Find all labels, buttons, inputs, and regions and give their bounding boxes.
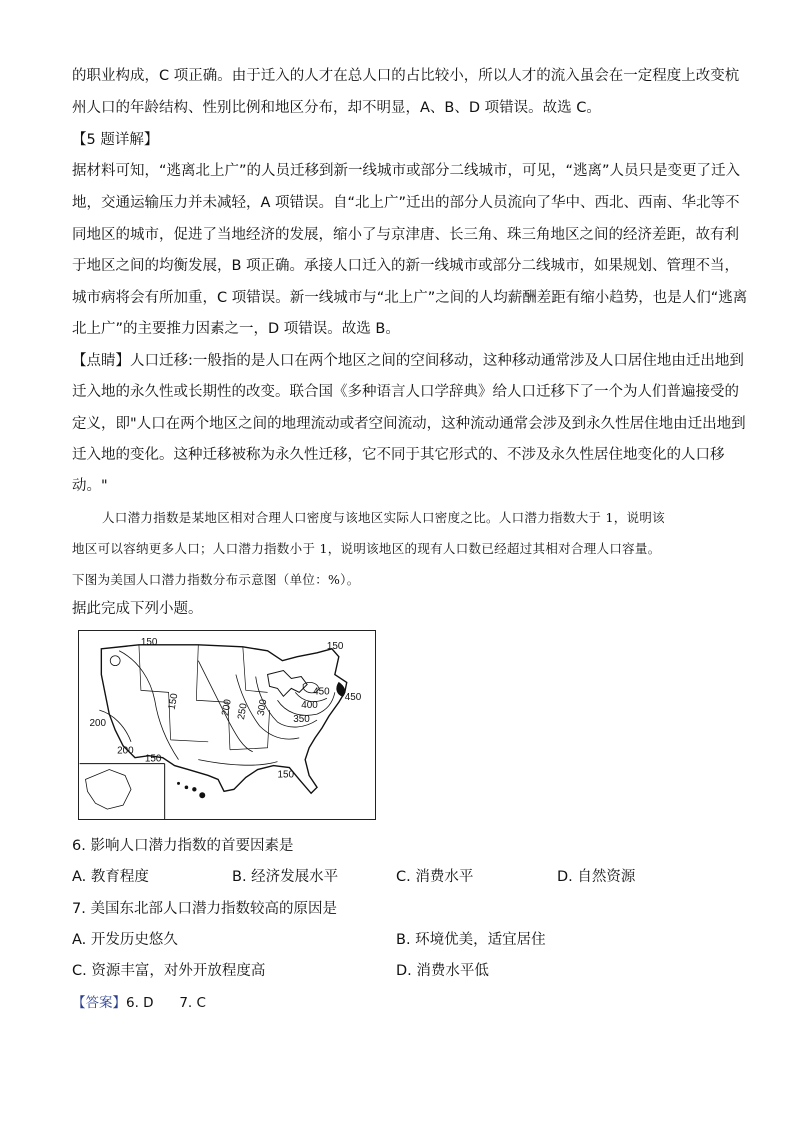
label-400: 400 [301, 700, 318, 712]
q6-option-a[interactable]: A. 教育程度 [72, 869, 149, 885]
high-center-west [110, 656, 120, 666]
contour-450-east [337, 682, 345, 696]
label-250: 250 [235, 702, 250, 721]
q6-option-b[interactable]: B. 经济发展水平 [232, 869, 339, 885]
q5-explanation-line-4: 于地区之间的均衡发展，B 项正确。承接人口迁入的新一线城市或部分二线城市，如果规划、管理不当， [72, 258, 740, 274]
question-6-stem: 6. 影响人口潜力指数的首要因素是 [72, 838, 294, 854]
label-200-west: 200 [89, 717, 106, 729]
question-7-stem: 7. 美国东北部人口潜力指数较高的原因是 [72, 901, 337, 917]
label-300: 300 [255, 698, 270, 717]
tip-line-2: 迁入地的永久性或长期性的改变。联合国《多种语言人口学辞典》给人口迁移下了一个为人们普遍接受的 [72, 384, 739, 400]
material-line-2: 地区可以容纳更多人口；人口潜力指数小于 1，说明该地区的现有人口数已经超过其相对合理人口容量。 [72, 541, 661, 556]
q5-explanation-line-6: 北上广”的主要推力因素之一，D 项错误。故选 B。 [72, 321, 400, 337]
label-200: 200 [220, 698, 234, 717]
label-450-core: 450 [313, 686, 330, 698]
usa-population-potential-map [78, 630, 376, 820]
label-200-sw: 200 [117, 745, 134, 757]
material-line-3: 下图为美国人口潜力指数分布示意图（单位：%）。 [72, 572, 360, 587]
label-150-ne: 150 [326, 640, 344, 652]
q6-option-c[interactable]: C. 消费水平 [396, 869, 474, 885]
answer-text: 6. D 7. C [126, 995, 206, 1011]
usa-outline [101, 645, 346, 793]
q4-explanation-line-2: 州人口的年龄结构、性别比例和地区分布，却不明显，A、B、D 项错误。故选 C。 [72, 100, 601, 116]
tip-line-5: 动。" [72, 478, 108, 494]
hawaii-islands [177, 782, 205, 798]
label-150-south: 150 [277, 769, 294, 781]
q5-detail-header: 【5 题详解】 [72, 132, 159, 148]
q5-explanation-line-1: 据材料可知，“逃离北上广”的人员迁移到新一线城市或部分二线城市，可见，“逃离”人员只是变更了迁入 [72, 163, 741, 179]
q5-explanation-line-3: 同地区的城市，促进了当地经济的发展，缩小了与京津唐、长三角、珠三角地区之间的经济差距，故有利 [72, 227, 739, 243]
label-150-sw: 150 [144, 753, 162, 765]
q6-option-d[interactable]: D. 自然资源 [557, 869, 636, 885]
label-150-nw: 150 [140, 636, 158, 648]
q7-option-c[interactable]: C. 资源丰富，对外开放程度高 [72, 963, 266, 979]
tip-line-3: 定义，即"人口在两个地区之间的地理流动或者空间流动，这种流动通常会涉及到永久性居住地由迁出地到 [72, 416, 746, 432]
q7-option-a[interactable]: A. 开发历史悠久 [72, 932, 178, 948]
q4-explanation-line-1: 的职业构成，C 项正确。由于迁入的人才在总人口的占比较小，所以人才的流入虽会在一定程度上改变杭 [72, 68, 740, 84]
label-450-east: 450 [344, 692, 362, 704]
state-lines [139, 645, 270, 750]
tip-line-4: 迁入地的变化。这种迁移被称为永久性迁移，它不同于其它形式的、不涉及永久性居住地变化的人口移 [72, 447, 725, 463]
alaska-inset [86, 770, 132, 810]
contour-150-south [198, 760, 277, 766]
q5-explanation-line-5: 城市病将会有所加重，C 项错误。新一线城市与“北上广”之间的人均薪酬差距有缩小趋势，也是人们“逃离 [72, 290, 748, 306]
map-svg [79, 631, 375, 819]
answer-line [72, 993, 732, 1013]
instruction: 据此完成下列小题。 [72, 601, 203, 617]
answer-tag: 【答案】 [72, 995, 126, 1011]
great-lakes [268, 671, 308, 697]
label-150-west: 150 [166, 692, 181, 711]
q7-option-b[interactable]: B. 环境优美，适宜居住 [396, 932, 546, 948]
label-350: 350 [293, 714, 310, 726]
q7-option-d[interactable]: D. 消费水平低 [396, 963, 489, 979]
q5-explanation-line-2: 地，交通运输压力并未减轻，A 项错误。自“北上广”迁出的部分人员流向了华中、西北、西南、华北等不 [72, 195, 740, 211]
material-line-1: 人口潜力指数是某地区相对合理人口密度与该地区实际人口密度之比。人口潜力指数大于 1，说明该 [102, 510, 665, 525]
tip-line-1: 【点睛】人口迁移:一般指的是人口在两个地区之间的空间移动，这种移动通常涉及人口居住地由迁出地到 [72, 353, 744, 369]
